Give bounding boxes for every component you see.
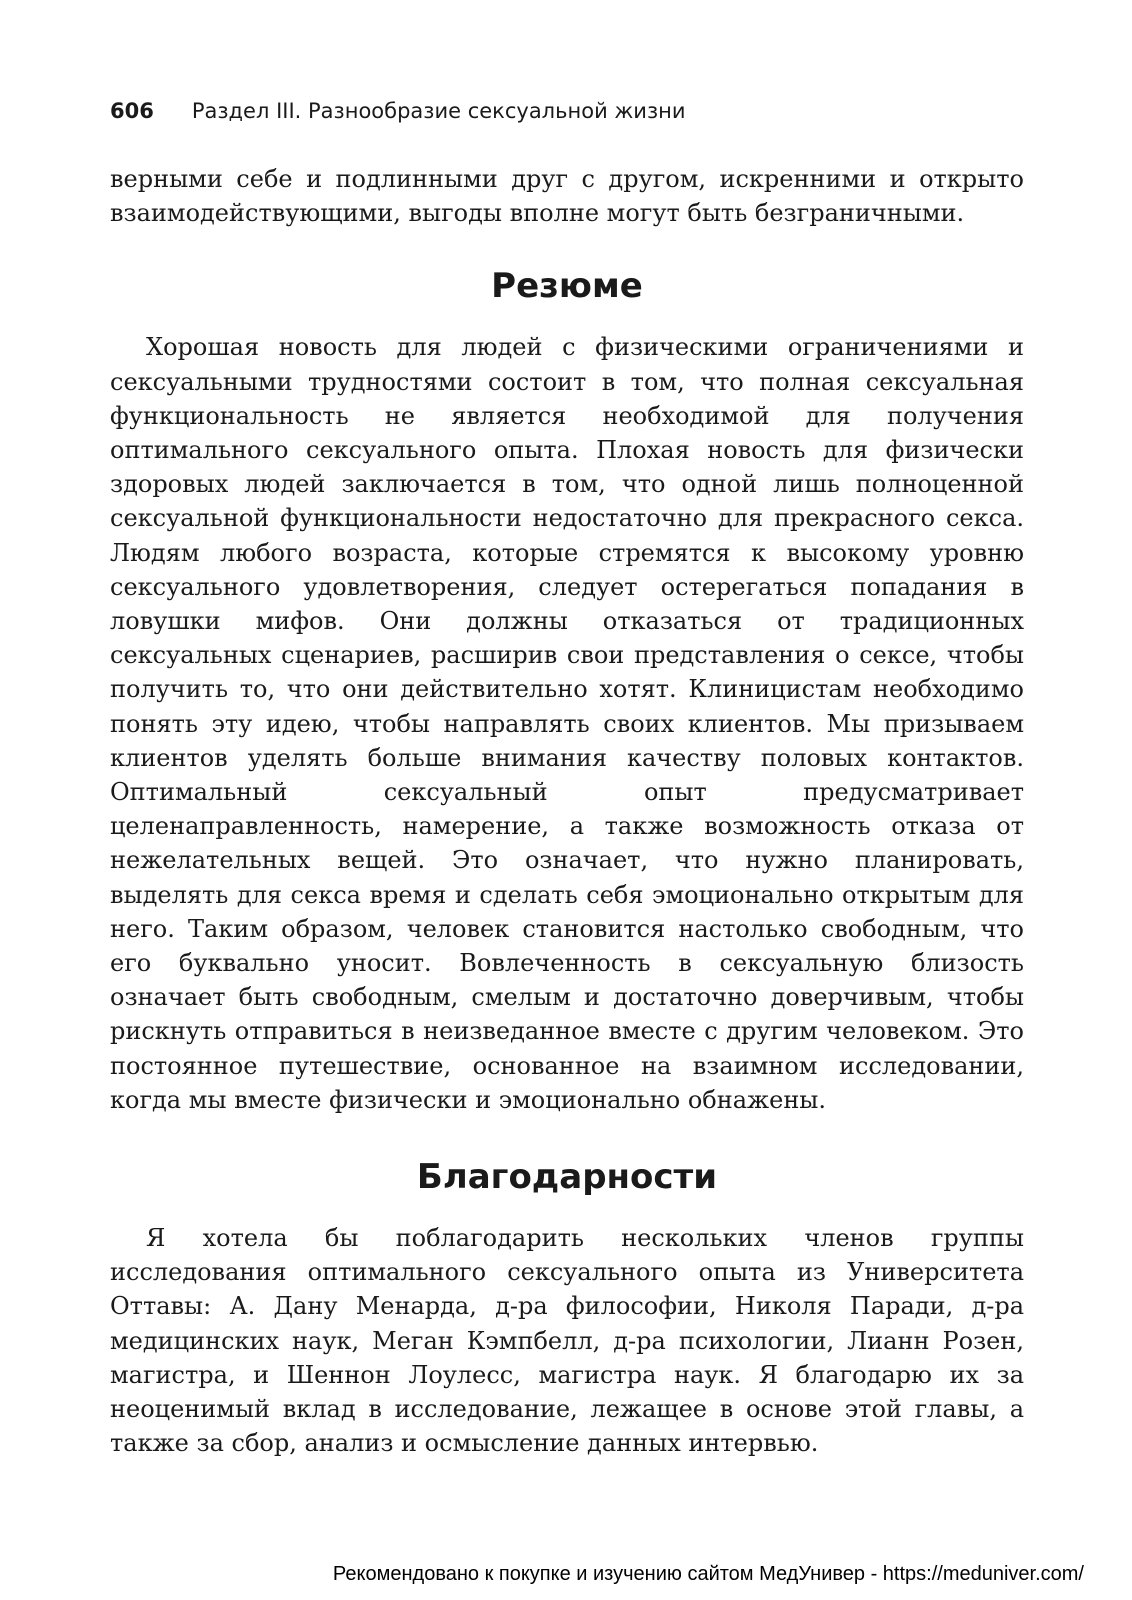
section-title: Раздел III. Разнообразие сексуальной жизни — [191, 99, 686, 123]
running-head — [110, 96, 1024, 126]
summary-heading: Резюме — [491, 266, 643, 307]
page-number: 606 — [110, 99, 154, 123]
summary-paragraph: Хорошая новость для людей с физическими ограничениями и сексуальными трудностями состоит в том, что полная сексуальная функциональность не является необходимой для получения оптимального сексуального опыта. Плохая новость для физически здоровых людей заключается в том, что одной лишь полноценной сексуальной функциональности недостаточно для прекрасного секса. Людям любого возраста, которые стремятся к высокому уровню сексуального удовлетворения, следует остерегаться попадания в ловушки мифов. Они должны отказаться от традиционных сексуальных сценариев, расширив свои представления о сексе, чтобы получить то, что они действительно хотят. Клиницистам необходимо понять эту идею, чтобы направлять своих клиентов. Мы призываем клиентов уделять больше внимания качеству половых контактов. Оптимальный сексуальный опыт предусматривает целенаправленность, намерение, а также возможность отказа от нежелательных вещей. Это означает, что нужно планировать, выделять для секса время и сделать себя эмоционально открытым для него. Таким образом, человек становится настолько свободным, что его буквально уносит. Вовлеченность в сексуальную близость означает быть свободным, смелым и достаточно доверчивым, чтобы рискнуть отправиться в неизведанное вместе с другим человеком. Это постоянное путешествие, основанное на взаимном исследовании, когда мы вместе физически и эмоционально обнажены. — [110, 333, 1024, 1114]
watermark-text: Рекомендовано к покупке и изучению сайтом МедУнивер - https://meduniver.com/ — [332, 1563, 1084, 1585]
continuation-paragraph: верными себе и подлинными друг с другом, искренними и открыто взаимодействующими, выгоды вполне могут быть безграничными. — [110, 165, 1024, 228]
acknowledgments-paragraph: Я хотела бы поблагодарить нескольких членов группы исследования оптимального сексуального опыта из Университета Оттавы: А. Дану Менарда, д-ра философии, Николя Паради, д-ра медицинских наук, Меган Кэмпбелл, д-ра психологии, Лианн Розен, магистра, и Шеннон Лоулесс, магистра наук. Я благодарю их за неоценимый вклад в исследование, лежащее в основе этой главы, а также за сбор, анализ и осмысление данных интервью. — [110, 1224, 1024, 1458]
acknowledgments-heading: Благодарности — [416, 1157, 718, 1198]
book-page — [110, 96, 1024, 1461]
